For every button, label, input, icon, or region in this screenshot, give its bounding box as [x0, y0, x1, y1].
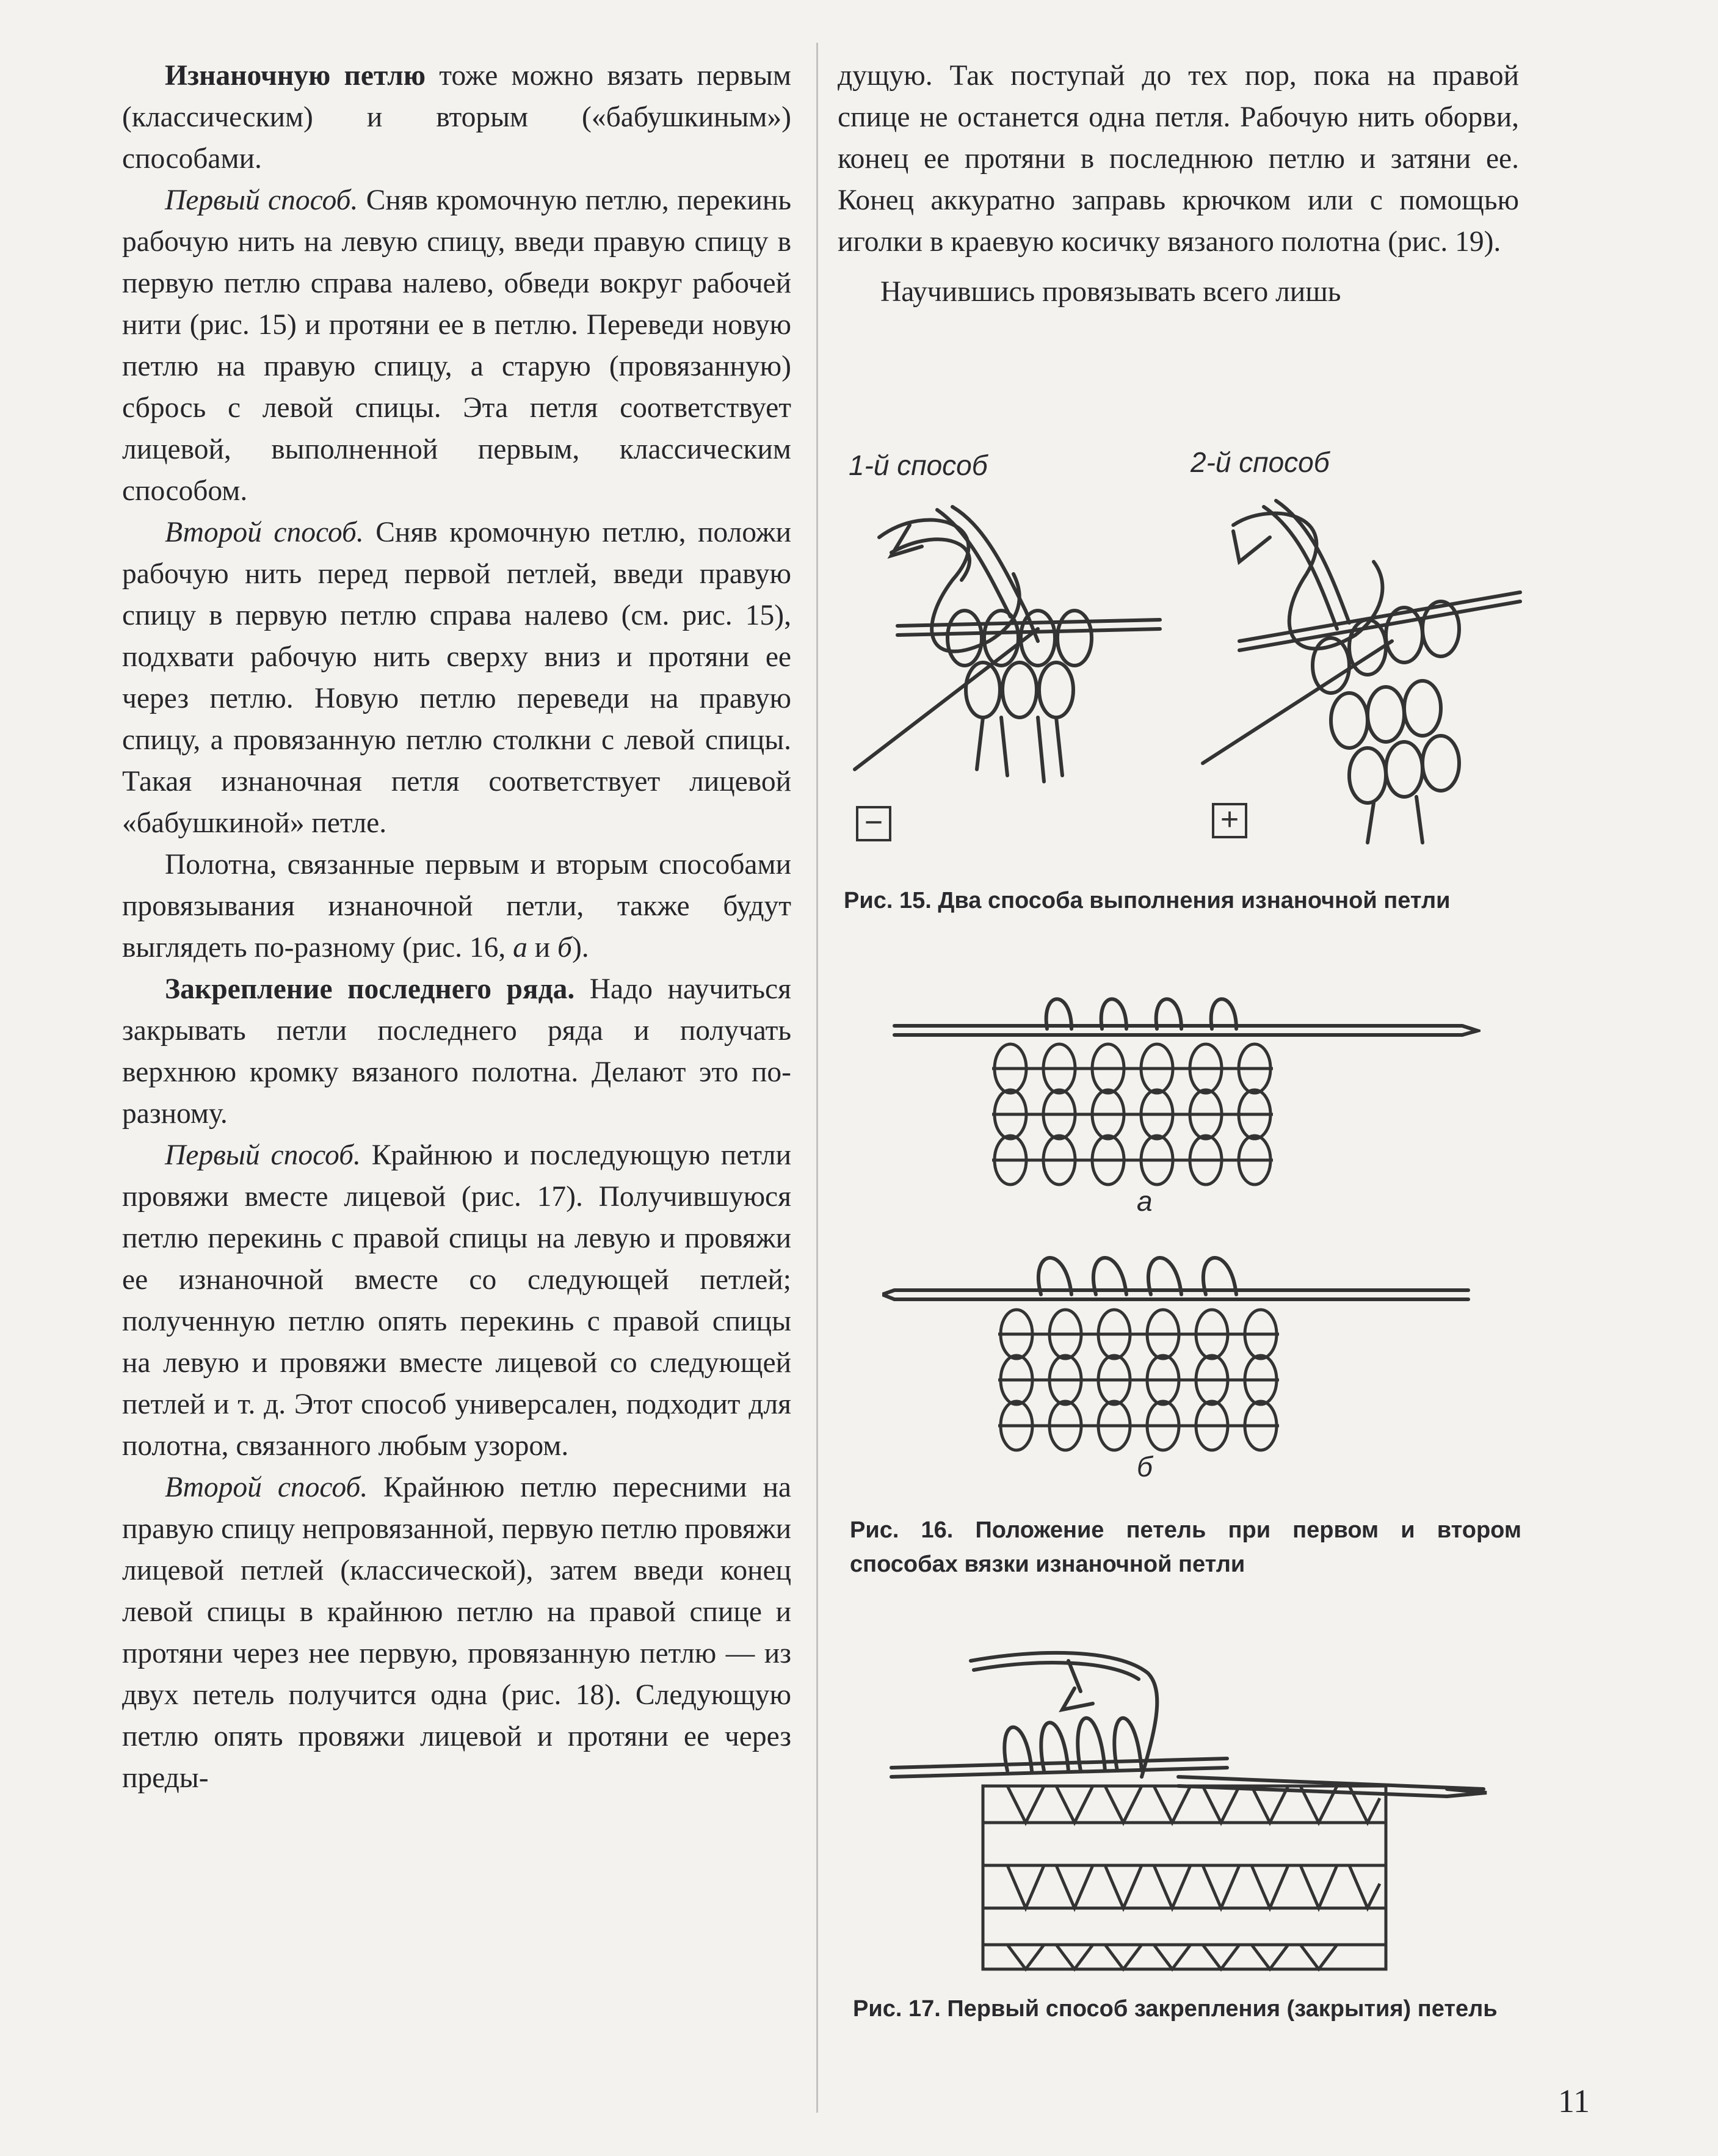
paragraph: дущую. Так поступай до тех пор, пока на правой спице не останется одна петля. Рабочую нить оборви, конец ее протяни в последнюю петлю и затяни ее. Конец аккуратно заправь крючком или с помощью иголки в краевую косичку вязаного полотна (рис. 19). — [838, 60, 1519, 258]
fig16b-illustration — [882, 1236, 1487, 1456]
figure-ref-a: а — [513, 932, 527, 964]
method-heading: Первый способ. — [165, 184, 358, 216]
paragraph — [122, 512, 791, 844]
paragraph-text: Крайнюю и последующую петли провяжи вместе лицевой (рис. 17). Получившуюся петлю перекинь с правой спицы на левую и провяжи ее изнаночной вместе со следующей петлей; полученную петлю опять перекинь с правой спицы на левую и провяжи вместе лицевой со следующей петлей и т. д. Этот способ универсален, подходит для полотна, связанного любым узором. — [122, 1139, 791, 1462]
column-divider — [816, 43, 818, 2113]
plus-symbol: + — [1212, 803, 1247, 838]
term-heading: Изнаночную петлю — [165, 60, 426, 92]
fig15-label-method-1: 1-й способ — [849, 449, 988, 481]
section-heading: Закрепление последнего ряда. — [165, 973, 575, 1005]
paragraph-text: ). — [571, 932, 589, 964]
paragraph — [122, 1134, 791, 1467]
paragraph-text: Полотна, связанные первым и вторым способами провязывания изнаночной петли, также будут выглядеть по-разному (рис. 16, — [122, 849, 791, 964]
fig16-label-b: б — [1137, 1451, 1153, 1483]
page-number: 11 — [1558, 2083, 1590, 2119]
fig16a-illustration — [888, 977, 1481, 1197]
fig15-illustration — [843, 488, 1532, 855]
method-heading: Первый способ. — [165, 1139, 361, 1171]
figure-ref-b: б — [557, 932, 572, 964]
fig17-illustration — [885, 1636, 1496, 1978]
fig15-label-method-2: 2-й способ — [1191, 446, 1330, 478]
paragraph — [122, 968, 791, 1134]
method-heading: Второй способ. — [165, 1472, 368, 1503]
paragraph — [122, 1467, 791, 1799]
fig17-caption: Рис. 17. Первый способ закрепления (закрытия) петель — [853, 1996, 1498, 2022]
paragraph — [122, 844, 791, 968]
paragraph-text: Сняв кромочную петлю, положи рабочую нить перед первой петлей, введи правую спицу в первую петлю справа налево (см. рис. 15), подхвати рабочую нить сверху вниз и протяни ее через петлю. Новую петлю переведи на правую спицу, а провязанную петлю столкни с левой спицы. Такая изнаночная петля соответствует лицевой «бабушкиной» петле. — [122, 517, 791, 839]
fig16-label-a: а — [1137, 1185, 1153, 1217]
paragraph-text: Сняв кромочную петлю, перекинь рабочую нить на левую спицу, введи правую спицу в первую петлю справа налево, обведи вокруг рабочей нити (рис. 15) и протяни ее в петлю. Переведи новую петлю на правую спицу, а старую (провязанную) сбрось с левой спицы. Эта петля соответствует лицевой, выполненной первым, классическим способом. — [122, 184, 791, 507]
paragraph-text: и — [527, 932, 558, 964]
paragraph-text: тоже можно вязать первым (классическим) и вторым («бабушкиным») способами. — [122, 60, 791, 175]
paragraph — [122, 180, 791, 512]
paragraph-text: Крайнюю петлю пересними на правую спицу непровязанной, первую петлю провяжи лицевой петлей (классической), затем введи конец левой спицы в крайнюю петлю на правой спице и протяни через нее первую, провязанную петлю — из двух петель получится одна (рис. 18). Следующую петлю опять провяжи лицевой и протяни ее через преды- — [122, 1472, 791, 1794]
paragraph: Научившись провязывать всего лишь — [880, 276, 1341, 308]
purl-symbol: − — [856, 806, 891, 841]
fig15-caption: Рис. 15. Два способа выполнения изнаночной петли — [844, 888, 1451, 913]
right-column — [838, 55, 1519, 313]
fig16-caption: Рис. 16. Положение петель при первом и втором способах вязки изнаночной петли — [850, 1517, 1521, 1577]
paragraph — [122, 55, 791, 180]
method-heading: Второй способ. — [165, 517, 364, 548]
paragraph-text: Надо научиться закрывать петли последнего ряда и получать верхнюю кромку вязаного полотна. Делают это по-разному. — [122, 973, 791, 1130]
left-column — [122, 55, 791, 1799]
